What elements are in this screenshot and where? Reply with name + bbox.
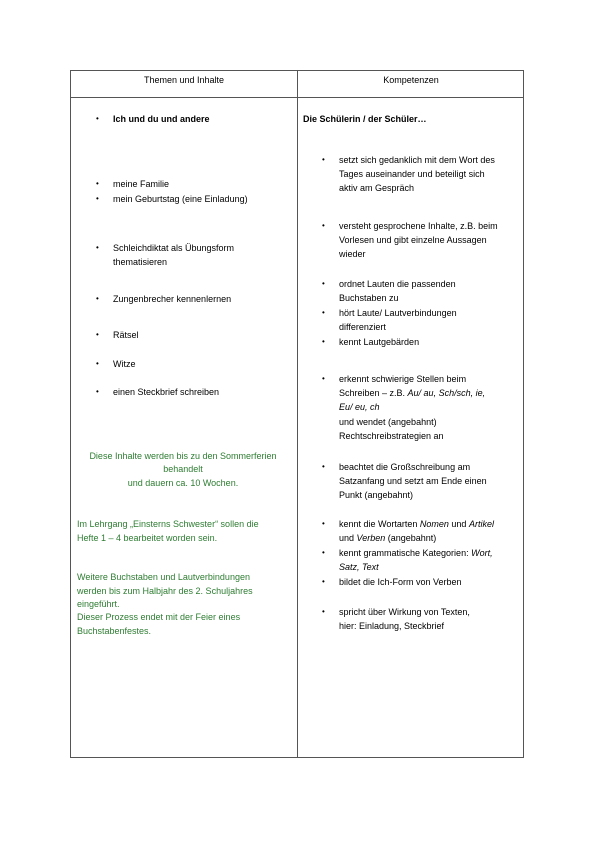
competency-line: Schreiben – z.B. Au/ au, Sch/sch, ie,	[339, 388, 486, 398]
competency-line: Satzanfang und setzt am Ende einen	[339, 476, 487, 486]
left-item: Zungenbrecher kennenlernen	[113, 294, 232, 304]
note-course: Hefte 1 – 4 bearbeitet worden sein.	[77, 533, 218, 543]
bullet: •	[96, 330, 99, 339]
competency-line: und Verben (angebahnt)	[339, 533, 437, 543]
bullet: •	[322, 308, 325, 317]
competency-line: erkennt schwierige Stellen beim	[339, 374, 467, 384]
competency-line: bildet die Ich-Form von Verben	[339, 577, 462, 587]
competency-line: beachtet die Großschreibung am	[339, 462, 471, 472]
bullet: •	[96, 194, 99, 203]
competency-line: Satz, Text	[339, 562, 379, 572]
left-item: Witze	[113, 359, 136, 369]
competency-line: und wendet (angebahnt)	[339, 417, 437, 427]
competency-line: Punkt (angebahnt)	[339, 490, 414, 500]
competency-line: kennt Lautgebärden	[339, 337, 420, 347]
header-competencies: Kompetenzen	[383, 75, 439, 85]
competency-line: aktiv am Gespräch	[339, 183, 415, 193]
bullet: •	[322, 337, 325, 346]
competency-line: kennt die Wortarten Nomen und Artikel	[339, 519, 494, 529]
competency-line: Tages auseinander und beteiligt sich	[339, 169, 485, 179]
note-duration: Diese Inhalte werden bis zu den Sommerferien	[89, 451, 277, 461]
bullet: •	[322, 279, 325, 288]
bullet: •	[322, 519, 325, 528]
bullet: •	[322, 221, 325, 230]
bullet: •	[322, 462, 325, 471]
competency-line: hört Laute/ Lautverbindungen	[339, 308, 457, 318]
competency-line: Vorlesen und gibt einzelne Aussagen	[339, 235, 487, 245]
note-letters: Weitere Buchstaben und Lautverbindungen	[77, 572, 250, 582]
competency-line: hier: Einladung, Steckbrief	[339, 621, 445, 631]
left-item: Ich und du und andere	[113, 114, 210, 124]
competency-line: wieder	[339, 249, 366, 259]
bullet: •	[322, 577, 325, 586]
note-course: Im Lehrgang „Einsterns Schwester“ sollen die	[77, 519, 259, 529]
note-letters: eingeführt.	[77, 599, 120, 609]
left-item: mein Geburtstag (eine Einladung)	[113, 194, 248, 204]
bullet: •	[322, 374, 325, 383]
competency-line: spricht über Wirkung von Texten,	[339, 607, 470, 617]
competency-line: Rechtschreibstrategien an	[339, 431, 444, 441]
header-divider	[71, 97, 523, 98]
competency-line: kennt grammatische Kategorien: Wort,	[339, 548, 493, 558]
left-item: einen Steckbrief schreiben	[113, 387, 220, 397]
header-themes: Themen und Inhalte	[143, 75, 225, 85]
note-duration: und dauern ca. 10 Wochen.	[127, 478, 239, 488]
bullet: •	[322, 607, 325, 616]
bullet: •	[96, 243, 99, 252]
competency-line: setzt sich gedanklich mit dem Wort des	[339, 155, 495, 165]
competency-line: Buchstaben zu	[339, 293, 399, 303]
bullet: •	[96, 114, 99, 123]
left-item: Schleichdiktat als Übungsform	[113, 243, 235, 253]
competency-line: Eu/ eu, ch	[339, 402, 380, 412]
note-letters: Buchstabenfestes.	[77, 626, 152, 636]
left-item: Rätsel	[113, 330, 139, 340]
competency-line: ordnet Lauten die passenden	[339, 279, 456, 289]
bullet: •	[322, 548, 325, 557]
bullet: •	[96, 387, 99, 396]
bullet: •	[96, 179, 99, 188]
bullet: •	[96, 359, 99, 368]
note-duration: behandelt	[163, 464, 203, 474]
note-letters: Dieser Prozess endet mit der Feier eines	[77, 612, 241, 622]
bullet: •	[322, 155, 325, 164]
competency-line: versteht gesprochene Inhalte, z.B. beim	[339, 221, 498, 231]
left-item-cont: thematisieren	[113, 257, 168, 267]
column-divider	[297, 71, 298, 757]
competency-intro: Die Schülerin / der Schüler…	[303, 114, 427, 124]
note-letters: werden bis zum Halbjahr des 2. Schuljahres	[77, 586, 253, 596]
bullet: •	[96, 294, 99, 303]
left-item: meine Familie	[113, 179, 170, 189]
competency-line: differenziert	[339, 322, 386, 332]
